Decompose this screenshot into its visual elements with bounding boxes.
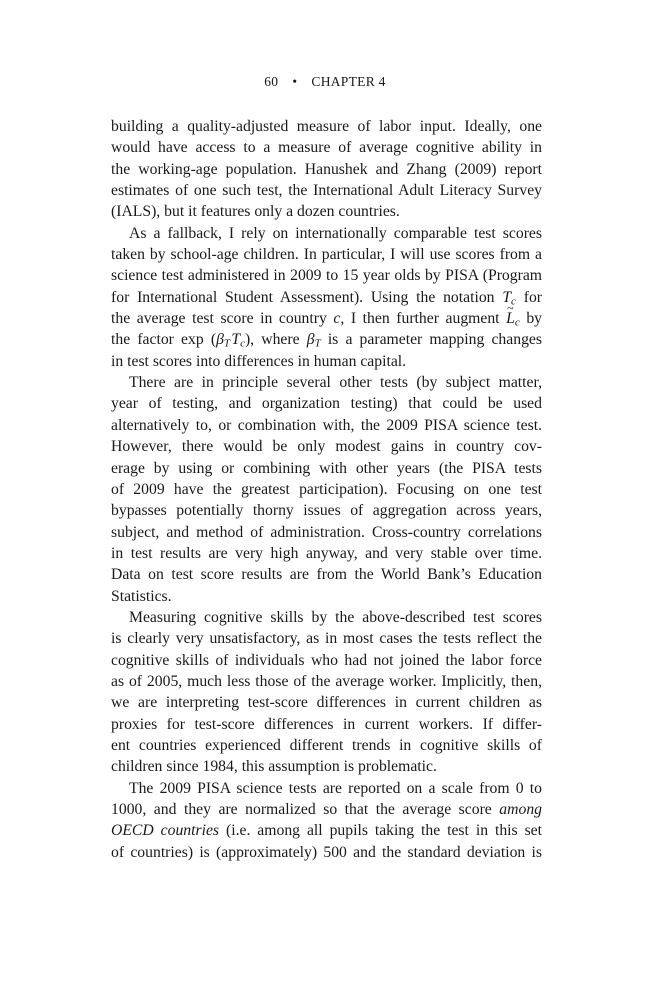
math-T: T — [502, 288, 512, 306]
text-line: in test scores into differences in human capital. — [111, 352, 407, 370]
math-sub-c: c — [240, 338, 245, 351]
text-line: science test administered in 2009 to 15 year olds by PISA (Program — [111, 267, 542, 285]
math-T: T — [231, 331, 241, 349]
text-line: taken by school-age children. In particular, I will use scores from a — [111, 246, 542, 264]
text-line: However, there would be only modest gains in country cov- — [111, 438, 542, 456]
text-segment: the average test score in country — [111, 310, 327, 328]
text-line: children since 1984, this assumption is problematic. — [111, 758, 437, 776]
text-line: is clearly very unsatisfactory, as in most cases the tests reflect the — [111, 630, 542, 648]
text-line: erage by using or combining with other years (the PISA tests — [111, 459, 542, 477]
text-line — [111, 329, 542, 350]
text-segment: for International Student Assessment). Using the notation — [111, 288, 495, 306]
math-beta: β — [306, 331, 315, 349]
text-segment: ), where — [244, 331, 300, 349]
text-segment: 1000, and they are normalized so that the average score — [111, 801, 492, 818]
text-line: There are in principle several other tests (by subject matter, — [129, 374, 542, 392]
text-line: (IALS), but it features only a dozen countries. — [111, 203, 400, 221]
paragraph-5 — [111, 778, 542, 863]
text-line: As a fallback, I rely on internationally comparable test scores — [129, 224, 542, 242]
paragraph-1 — [111, 116, 542, 223]
text-line: bypasses potentially thorny issues of aggregation across years, — [111, 502, 542, 520]
text-line: Data on test score results are from the World Bank’s Education — [111, 566, 542, 584]
text-line: estimates of one such test, the International Adult Literacy Survey — [111, 182, 542, 200]
text-line: as of 2005, much less those of the average worker. Implicitly, then, — [111, 672, 542, 690]
text-line: the working-age population. Hanushek and Zhang (2009) report — [111, 160, 542, 178]
page-number: 60 — [264, 74, 279, 89]
header-separator: • — [292, 74, 298, 89]
text-segment: , I then further augment — [340, 310, 500, 328]
text-line — [111, 308, 542, 329]
text-line: of countries) is (approximately) 500 and the standard deviation is — [111, 843, 542, 861]
text-line: subject, and method of administration. Cross-country correlations — [111, 523, 542, 541]
text-line: year of testing, and organization testing) that could be used — [111, 395, 542, 413]
text-line: of 2009 have the greatest participation). Focusing on one test — [111, 480, 542, 498]
body-text — [111, 116, 542, 863]
text-line — [111, 287, 542, 308]
text-segment: for — [523, 288, 543, 306]
math-sub-c: c — [511, 295, 516, 308]
text-line: cognitive skills of individuals who had not joined the labor force — [111, 651, 542, 669]
text-line — [111, 799, 542, 820]
text-line — [111, 820, 542, 841]
text-line: would have access to a measure of average cognitive ability in — [111, 139, 542, 157]
text-line: building a quality-adjusted measure of labor input. Ideally, one — [111, 118, 542, 135]
text-line: we are interpreting test-score differences in current children as — [111, 694, 542, 712]
emphasis: among — [499, 801, 543, 818]
text-segment: by — [526, 310, 543, 328]
text-line: Measuring cognitive skills by the above-described test scores — [129, 608, 542, 626]
text-segment: the factor exp ( — [111, 331, 217, 349]
text-line: ent countries experienced different trends in cognitive skills of — [111, 736, 542, 754]
math-sub-T: T — [314, 338, 321, 351]
text-segment: (i.e. among all pupils taking the test in this set — [225, 822, 543, 840]
text-line: The 2009 PISA science tests are reported on a scale from 0 to — [129, 779, 542, 797]
math-c: c — [333, 310, 341, 328]
running-head — [0, 74, 650, 90]
text-line: alternatively to, or combination with, the 2009 PISA science test. — [111, 416, 542, 434]
emphasis: OECD countries — [111, 822, 220, 840]
paragraph-4 — [111, 607, 542, 778]
math-sub-T: T — [223, 338, 231, 351]
math-beta: β — [216, 331, 224, 349]
text-line: proxies for test-score differences in current workers. If differ- — [111, 715, 542, 733]
paragraph-3 — [111, 372, 542, 607]
paragraph-2 — [111, 223, 542, 372]
math-L-tilde: ~ L — [506, 308, 515, 329]
text-line: in test results are very high anyway, and very stable over time. — [111, 544, 542, 562]
text-line: Statistics. — [111, 587, 172, 605]
text-segment: is a parameter mapping changes — [327, 331, 542, 349]
chapter-title: CHAPTER 4 — [311, 74, 386, 89]
math-sub-c: c — [514, 316, 520, 329]
